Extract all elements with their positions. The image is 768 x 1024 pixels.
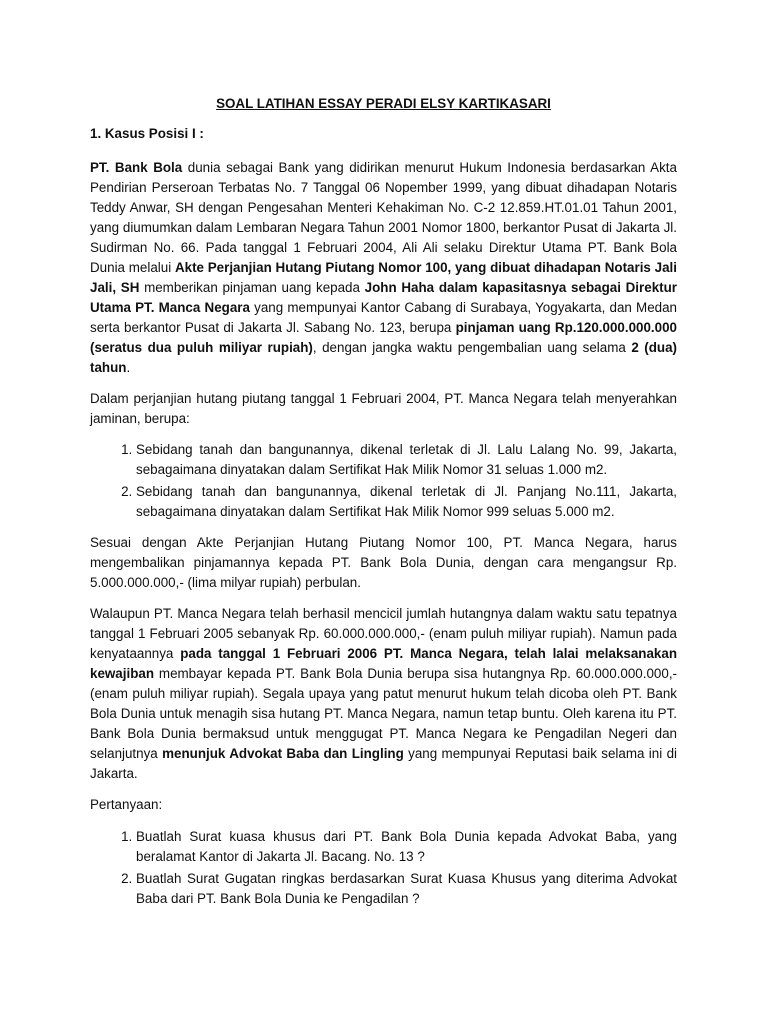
document-title: SOAL LATIHAN ESSAY PERADI ELSY KARTIKASARI	[216, 96, 551, 111]
para1-run: Akte Perjanjian Hutang Piutang Nomor 100, yang dibuat dihadapan Notaris Jali Jali, SH	[90, 260, 677, 295]
para1-run: yang mempunyai Kantor Cabang di Surabaya, Yogyakarta, dan Medan serta berkantor Pusat di Jakarta Jl. Sabang No. 123, berupa	[90, 300, 677, 335]
para1-run: dunia sebagai Bank yang didirikan menurut Hukum Indonesia berdasarkan Akta Pendirian Perseroan Terbatas No. 7 Tanggal 06 Nopember 1999, yang dibuat dihadapan Notaris Teddy Anwar, SH dengan Pengesahan Menteri Kehakiman No. C-2 12.859.HT.01.01 Tahun 2001, yang diumumkan dalam Lembaran Negara Tahun 2001 Nomor 1800, berkantor Pusat di Jakarta Jl. Sudirman No. 66. Pada tanggal 1 Februari 2004, Ali Ali selaku Direktur Utama PT. Bank Bola Dunia melalui	[90, 160, 677, 275]
case-heading: 1. Kasus Posisi I :	[90, 126, 204, 141]
para4-run: membayar kepada PT. Bank Bola Dunia berupa sisa hutangnya Rp. 60.000.000.000,- (enam puluh miliyar rupiah). Segala upaya yang patut menurut hukum telah dicoba oleh PT. Bank Bola Dunia untuk menagih sisa hutang PT. Manca Negara, namun tetap buntu. Oleh karena itu PT. Bank Bola Dunia bermaksud untuk menggugat PT. Manca Negara ke Pengadilan Negeri dan selanjutnya	[90, 666, 677, 761]
document-page	[90, 94, 677, 920]
list-item: 1. Sebidang tanah dan bangunannya, dikenal terletak di Jl. Lalu Lalang No. 99, Jakarta, sebagaimana dinyatakan dalam Sertifikat Hak Milik Nomor 31 seluas 1.000 m2.	[136, 440, 677, 480]
para1-run: , dengan jangka waktu pengembalian uang selama	[312, 340, 632, 355]
para1-run: memberikan pinjaman uang kepada	[139, 280, 365, 295]
para1-run: pinjaman uang Rp.120.000.000.000 (seratus dua puluh miliyar rupiah)	[90, 320, 677, 355]
para1-run: John Haha dalam kapasitasnya sebagai Direktur Utama PT. Manca Negara	[90, 280, 677, 315]
list-item: 2. Buatlah Surat Gugatan ringkas berdasarkan Surat Kuasa Khusus yang diterima Advokat Baba dari PT. Bank Bola Dunia ke Pengadilan ?	[136, 869, 677, 909]
questions-list	[90, 827, 677, 909]
case-paragraph-1	[90, 158, 677, 378]
para4-run: yang mempunyai Reputasi baik selama ini di Jakarta.	[90, 746, 677, 781]
collateral-list	[90, 440, 677, 522]
para1-run: .	[126, 360, 131, 375]
case-paragraph-3: Sesuai dengan Akte Perjanjian Hutang Piutang Nomor 100, PT. Manca Negara, harus mengembalikan pinjamannya kepada PT. Bank Bola Dunia, dengan cara mengangsur Rp. 5.000.000.000,- (lima milyar rupiah) perbulan.	[90, 535, 677, 590]
para4-run: Walaupun PT. Manca Negara telah berhasil mencicil jumlah hutangnya dalam waktu satu tepatnya tanggal 1 Februari 2005 sebanyak Rp. 60.000.000.000,- (enam puluh miliyar rupiah). Namun pada kenyataannya	[90, 606, 677, 661]
questions-label: Pertanyaan:	[90, 797, 163, 812]
para1-run: 2 (dua) tahun	[90, 340, 677, 375]
list-item: 1. Buatlah Surat kuasa khusus dari PT. Bank Bola Dunia kepada Advokat Baba, yang beralamat Kantor di Jakarta Jl. Bacang. No. 13 ?	[136, 827, 677, 867]
para4-run: menunjuk Advokat Baba dan Lingling	[162, 746, 404, 761]
list-item: 2. Sebidang tanah dan bangunannya, dikenal terletak di Jl. Panjang No.111, Jakarta, sebagaimana dinyatakan dalam Sertifikat Hak Milik Nomor 999 seluas 5.000 m2.	[136, 482, 677, 522]
case-paragraph-2: Dalam perjanjian hutang piutang tanggal 1 Februari 2004, PT. Manca Negara telah menyerahkan jaminan, berupa:	[90, 391, 677, 426]
case-paragraph-4	[90, 604, 677, 784]
para1-run: PT. Bank Bola	[90, 160, 183, 175]
para4-run: pada tanggal 1 Februari 2006 PT. Manca Negara, telah lalai melaksanakan kewajiban	[90, 646, 677, 681]
